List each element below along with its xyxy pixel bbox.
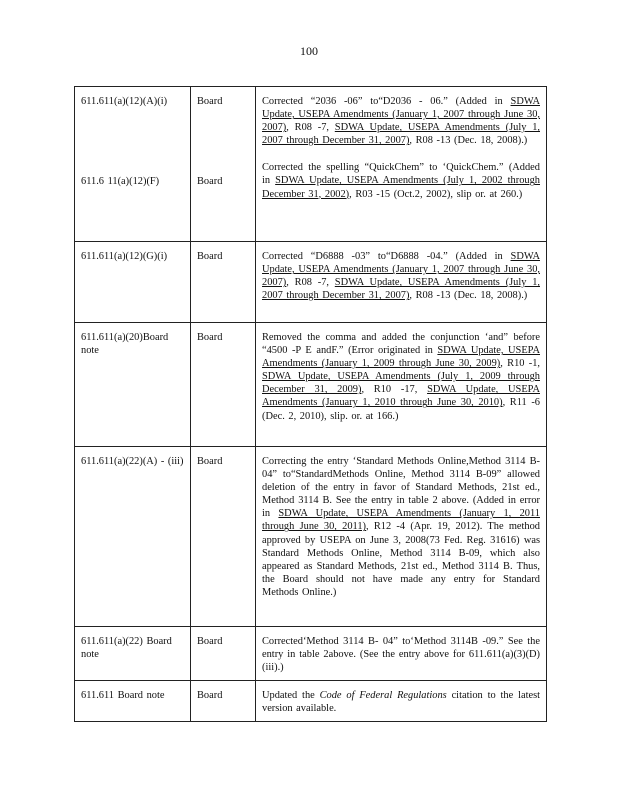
table-row	[75, 447, 547, 627]
table-row	[75, 681, 547, 722]
table-row	[75, 242, 547, 323]
actor-cell: Board	[191, 447, 256, 627]
actor-cell: Board	[191, 627, 256, 681]
section-cell: 611.611(a)(12)(G)(i)	[75, 242, 191, 323]
section-ref: 611.611(a)(12)(A)(i)	[81, 96, 168, 107]
section-cell	[75, 87, 191, 242]
actor: Board	[197, 176, 223, 188]
actor-cell	[191, 87, 256, 242]
description-cell: Corrected “D6888 -03” to“D6888 -04.” (Added in SDWA Update, USEPA Amendments (January 1, 2007 through June 30, 2007), R08 -7, SDWA Update, USEPA Amendments (July 1, 2007 through December 31, 2007), R08 -13 (Dec. 18, 2008).)	[256, 242, 547, 323]
description: Corrected “2036 -06” to“D2036 - 06.” (Added in SDWA Update, USEPA Amendments (January 1, 2007 through June 30, 2007), R08 -7, SDWA Update, USEPA Amendments (July 1, 2007 through December 31, 2007), R08 -13 (Dec. 18, 2008).)	[262, 96, 540, 147]
table-row	[75, 87, 547, 242]
description: Corrected the spelling “QuickChem” to ‘QuickChem.” (Added in SDWA Update, USEPA Amendments (July 1, 2002 through December 31, 2002), R03 -15 (Oct.2, 2002), slip or. at 260.)	[262, 162, 540, 200]
section-cell: 611.611(a)(22)(A) - (iii)	[75, 447, 191, 627]
section-cell: 611.611(a)(20)Board note	[75, 323, 191, 447]
table-row	[75, 323, 547, 447]
description-cell	[256, 87, 547, 242]
page-number: 100	[300, 44, 318, 58]
actor: Board	[197, 96, 223, 107]
description-cell: Corrected‘Method 3114 B- 04” to‘Method 3114B -09.” See the entry in table 2above. (See the entry above for 611.611(a)(3)(D)(iii).)	[256, 627, 547, 681]
table-row	[75, 627, 547, 681]
section-cell: 611.611 Board note	[75, 681, 191, 722]
section-cell: 611.611(a)(22) Board note	[75, 627, 191, 681]
description-cell: Removed the comma and added the conjunction ‘and” before “4500 -P E andF.” (Error originated in SDWA Update, USEPA Amendments (January 1, 2009 through June 30, 2009), R10 -1, SDWA Update, USEPA Amendments (July 1, 2009 through December 31, 2009), R10 -17, SDWA Update, USEPA Amendments (January 1, 2010 through June 30, 2010), R11 -6 (Dec. 2, 2010), slip. or. at 166.)	[256, 323, 547, 447]
actor-cell: Board	[191, 681, 256, 722]
actor-cell: Board	[191, 323, 256, 447]
actor-cell: Board	[191, 242, 256, 323]
description-cell: Updated the Code of Federal Regulations citation to the latest version available.	[256, 681, 547, 722]
errata-table	[74, 86, 547, 722]
section-ref: 611.6 11(a)(12)(F)	[81, 176, 160, 188]
description-cell: Correcting the entry ‘Standard Methods Online,Method 3114 B-04” to“StandardMethods Online, Method 3114 B-09” allowed deletion of the entry in favor of Standard Methods, 21st ed., Method 3114 B. See the entry in table 2 above. (Added in error in SDWA Update, USEPA Amendments (January 1, 2011 through June 30, 2011), R12 -4 (Apr. 19, 2012). The method approved by USEPA on June 3, 2008(73 Fed. Reg. 31616) was Standard Methods Online, Method 3114 B-09, which also appeared as Standard Methods, 21st ed., Method 3114 B. Thus, the Board should not have made any entry for Standard Methods Online.)	[256, 447, 547, 627]
